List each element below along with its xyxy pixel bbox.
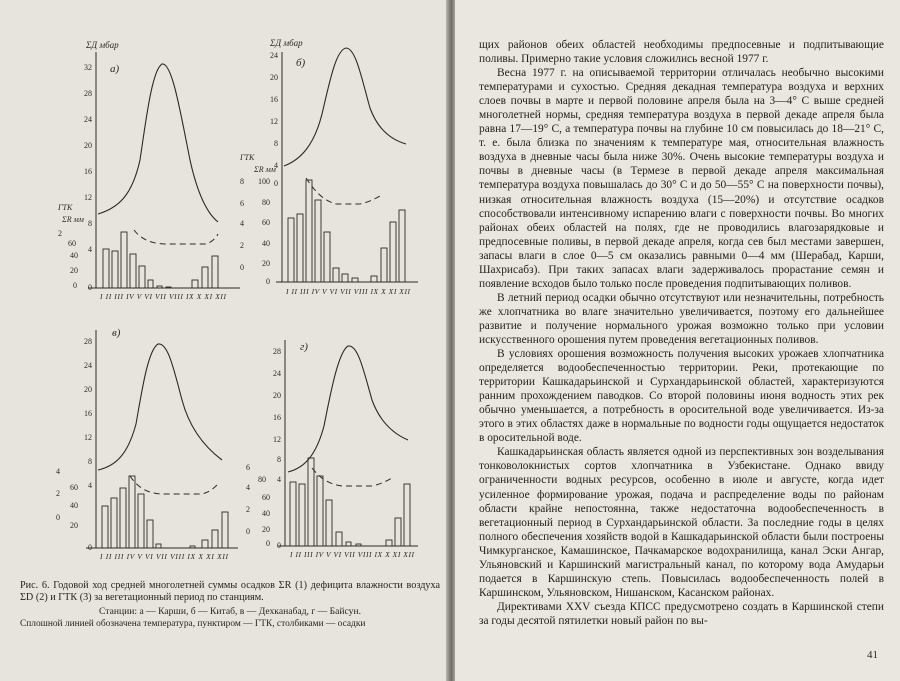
bar	[129, 476, 135, 548]
bar	[299, 484, 305, 546]
mm-axis-title: ΣR мм	[254, 165, 276, 174]
caption-legend: Сплошной линией обозначена температура, пунктиром — ГТК, столбиками — осадки	[20, 619, 366, 630]
gtk-dashed-curve	[312, 468, 392, 486]
bar	[371, 276, 377, 282]
tick-label: 60	[68, 239, 76, 248]
tick-label: 28	[273, 347, 281, 356]
right-page	[455, 0, 900, 681]
month-labels: I II III IV V VI VII VIII IX X XI XII	[100, 552, 228, 561]
paragraph: В летний период осадки обычно отсутствуют или незначительны, потребность же хлопчатника во влаге значительно увеличивается, поэтому его дальнейшее развитие и получение нормального урожая возможно только при условии искусственного орошения путем проведения вегетационных поливов.	[479, 291, 884, 346]
tick-label: 24	[84, 361, 92, 370]
bar	[381, 248, 387, 282]
bar	[202, 267, 208, 288]
tick-label: 100	[258, 177, 270, 186]
y-axis-title: ΣД мбар	[86, 40, 119, 50]
tick-label: 12	[270, 117, 278, 126]
bar	[157, 286, 162, 288]
bar	[386, 540, 392, 546]
tick-label: 2	[246, 505, 250, 514]
tick-label: 4	[88, 245, 92, 254]
bar	[102, 506, 108, 548]
tick-label: 60	[262, 218, 270, 227]
bar	[130, 254, 136, 288]
precipitation-bars	[102, 476, 228, 548]
tick-label: 20	[262, 525, 270, 534]
temperature-curve	[98, 64, 218, 222]
bar	[399, 210, 405, 282]
tick-label: 16	[273, 413, 281, 422]
bar	[308, 458, 314, 546]
bar	[336, 532, 342, 546]
tick-label: 4	[56, 467, 60, 476]
tick-label: 0	[240, 263, 244, 272]
bar	[342, 274, 348, 282]
tick-label: 16	[84, 167, 92, 176]
tick-label: 40	[262, 239, 270, 248]
gtk-dashed-curve	[130, 476, 218, 494]
bar	[404, 484, 410, 546]
bar	[120, 488, 126, 548]
paragraph: Кашкадарьинская область является одной из перспективных зон возделывания тонковолокнистых сортов хлопчатника в Узбекистане. Однако ввиду ограниченности водных ресурсов, особенно в июле и августе, когда идет усиленное формирование урожая, подача и распределение воды по районам области крайне непостоянна, также недостаточна водообеспеченность в вегетационный период в Сурхандарьинской области. За последние годы в целях полного обеспечения хозяйств водой в Кашкадарьинской области были построены Чимкурганское, Камашинское, Пачкамарское водохранилища, канал Эски Ангар, Ульяновский и Каршинский магистральный канал, по которому вода Амударьи подается в Каршинскую степь. Повысилась водообеспеченность полей в Каршинском, Ульяновском, Нишанском, Касанском районах.	[479, 446, 884, 599]
paragraph: Весна 1977 г. на описываемой территории отличалась необычно высокими температурами и сухостью. Средняя декадная температура воздуха и верхних слоев почвы в марте и первой половине апреля была на 3—4° С выше средней многолетней нормы, средняя температура воздуха в первой декаде апреля была равна 17—19° С, а температура почвы на глубине 10 см повысилась до 18—21° С, т. е. была близка по значениям к температуре мая, относительная влажность воздуха в дневные часы была ниже 30%. Очень высокие температуры воздуха и почвы в дневные часы (в Термезе в первой декаде апреля максимальная температура воздуха повышалась до 30° С и до 50—55° С на поверхности почвы), низкая относительная влажность воздуха (15—20%) и отсутствие осадков способствовали интенсивному испарению влаги с поверхности почвы. Во многих районах обеих областей на полях, где не проводились влагозарядковые и предпосевные поливы, в первой декаде апреля, когда сев был местами завершен, запасы влаги в слое 0—5 см оказались равными 0—4 мм (Шерабад, Карши, Шахрисабз). При таких запасах влаги задерживалось прорастание семян и появление всходов было только после проведения подпитывающих поливов.	[479, 67, 884, 290]
tick-label: 0	[246, 527, 250, 536]
bar	[156, 544, 161, 548]
tick-label: 40	[70, 251, 78, 260]
bar	[147, 520, 153, 548]
tick-label: 20	[262, 259, 270, 268]
bar	[297, 214, 303, 282]
month-labels: I II III IV V VI VII VIII IX X XI XII	[286, 287, 410, 296]
tick-label: 20	[273, 391, 281, 400]
tick-label: 20	[70, 266, 78, 275]
tick-label: 8	[274, 139, 278, 148]
bar	[288, 218, 294, 282]
tick-label: 2	[240, 241, 244, 250]
tick-label: 4	[240, 219, 244, 228]
tick-label: 80	[262, 198, 270, 207]
tick-label: 20	[84, 385, 92, 394]
caption-stations: Станции: а — Карши, б — Китаб, в — Дехканабад, г — Байсун.	[99, 605, 361, 617]
tick-label: 60	[262, 493, 270, 502]
figure-caption	[20, 580, 440, 631]
panel-letter: в)	[112, 327, 121, 339]
bar	[192, 280, 198, 288]
tick-label: 8	[277, 455, 281, 464]
bar	[346, 542, 351, 546]
tick-label: 0	[266, 277, 270, 286]
tick-label: 12	[84, 193, 92, 202]
bar	[222, 512, 228, 548]
bar	[356, 544, 361, 546]
tick-label: 4	[88, 481, 92, 490]
bar	[306, 180, 312, 282]
caption-title: Рис. 6. Годовой ход средней многолетней суммы осадков ΣR (1) дефицита влажности воздуха ΣD (2) и ГТК (3) за вегетационный период по станциям.	[20, 580, 440, 604]
bar	[139, 266, 145, 288]
tick-label: 28	[84, 337, 92, 346]
panel-letter: б)	[296, 57, 306, 69]
tick-label: 0	[73, 281, 77, 290]
bar	[112, 251, 118, 288]
body-text	[479, 38, 884, 628]
tick-label: 0	[266, 539, 270, 548]
tick-label: 6	[246, 463, 250, 472]
paragraph: Директивами XXV съезда КПСС предусмотрено создать в Каршинской степи за годы десятой пятилетки новый район по вы-	[479, 600, 884, 627]
precipitation-bars	[103, 232, 218, 288]
panel-letter: г)	[300, 341, 308, 353]
bar	[395, 518, 401, 546]
panel-c	[56, 327, 238, 561]
tick-label: 0	[277, 541, 281, 550]
paragraph: щих районов обеих областей необходимы предпосевные и подпитывающие поливы. Примерно такие условия сложились весной 1977 г.	[479, 39, 884, 66]
mm-axis-title: ΣR мм	[62, 215, 84, 224]
paragraph: В условиях орошения возможность получения высоких урожаев хлопчатника определяется водообеспеченностью территории. Реки, протекающие по территории Кашкадарьинской и Сурхандарьинской областей, характеризуются ранним прохождением паводков. Со второй половины июня водность этих рек обычно уменьшается, а потребность в оросительной воде увеличивается. Из-за этого в этих областях даже в нормальные по водности годы ощущается недостаток в оросительной воде.	[479, 348, 884, 445]
gtk-axis-title: ГТК	[240, 153, 255, 162]
temperature-curve	[98, 344, 222, 470]
tick-label: 2	[58, 229, 62, 238]
tick-label: 24	[273, 369, 281, 378]
bar	[138, 494, 144, 548]
tick-label: 0	[274, 179, 278, 188]
tick-label: 28	[84, 89, 92, 98]
bar	[333, 268, 339, 282]
tick-label: 2	[56, 489, 60, 498]
bar	[103, 249, 109, 288]
bar	[202, 540, 208, 548]
bar	[317, 476, 323, 546]
tick-label: 4	[274, 161, 278, 170]
panel-d	[246, 340, 418, 559]
month-labels: I II III IV V VI VII VIII IX X XI XII	[100, 292, 226, 301]
tick-label: 12	[84, 433, 92, 442]
page-number: 41	[867, 649, 878, 661]
tick-label: 40	[262, 509, 270, 518]
bar	[352, 278, 358, 282]
bar	[190, 546, 195, 548]
tick-label: 8	[88, 219, 92, 228]
gtk-dashed-curve	[134, 230, 218, 244]
tick-label: 80	[258, 475, 266, 484]
precipitation-bars	[290, 458, 410, 546]
tick-label: 0	[56, 513, 60, 522]
panel-letter: а)	[110, 63, 120, 75]
tick-label: 16	[270, 95, 278, 104]
tick-label: 60	[70, 483, 78, 492]
tick-label: 12	[273, 435, 281, 444]
tick-label: 24	[84, 115, 92, 124]
temperature-curve	[288, 346, 408, 472]
bar	[324, 232, 330, 282]
tick-label: 20	[84, 141, 92, 150]
tick-label: 40	[70, 501, 78, 510]
tick-label: 6	[240, 199, 244, 208]
panel-b	[239, 38, 418, 296]
bar	[315, 200, 321, 282]
bar	[148, 280, 153, 288]
bar	[390, 222, 396, 282]
tick-label: 24	[270, 51, 278, 60]
tick-label: 4	[246, 483, 250, 492]
bar	[212, 256, 218, 288]
bar	[111, 498, 117, 548]
bar	[326, 500, 332, 546]
bar	[290, 482, 296, 546]
bar	[121, 232, 127, 288]
panel-a	[57, 40, 240, 301]
tick-label: 20	[70, 521, 78, 530]
month-labels: I II III IV V VI VII VIII IX X XI XII	[290, 550, 414, 559]
y-axis-title: ΣД мбар	[270, 38, 303, 48]
tick-label: 20	[270, 73, 278, 82]
tick-label: 4	[277, 475, 281, 484]
tick-label: 32	[84, 63, 92, 72]
tick-label: 0	[88, 543, 92, 552]
tick-label: 0	[88, 283, 92, 292]
tick-label: 16	[84, 409, 92, 418]
bar	[212, 530, 218, 548]
gtk-axis-title: ГТК	[58, 203, 73, 212]
tick-label: 8	[240, 177, 244, 186]
precipitation-bars	[288, 180, 405, 282]
tick-label: 8	[88, 457, 92, 466]
